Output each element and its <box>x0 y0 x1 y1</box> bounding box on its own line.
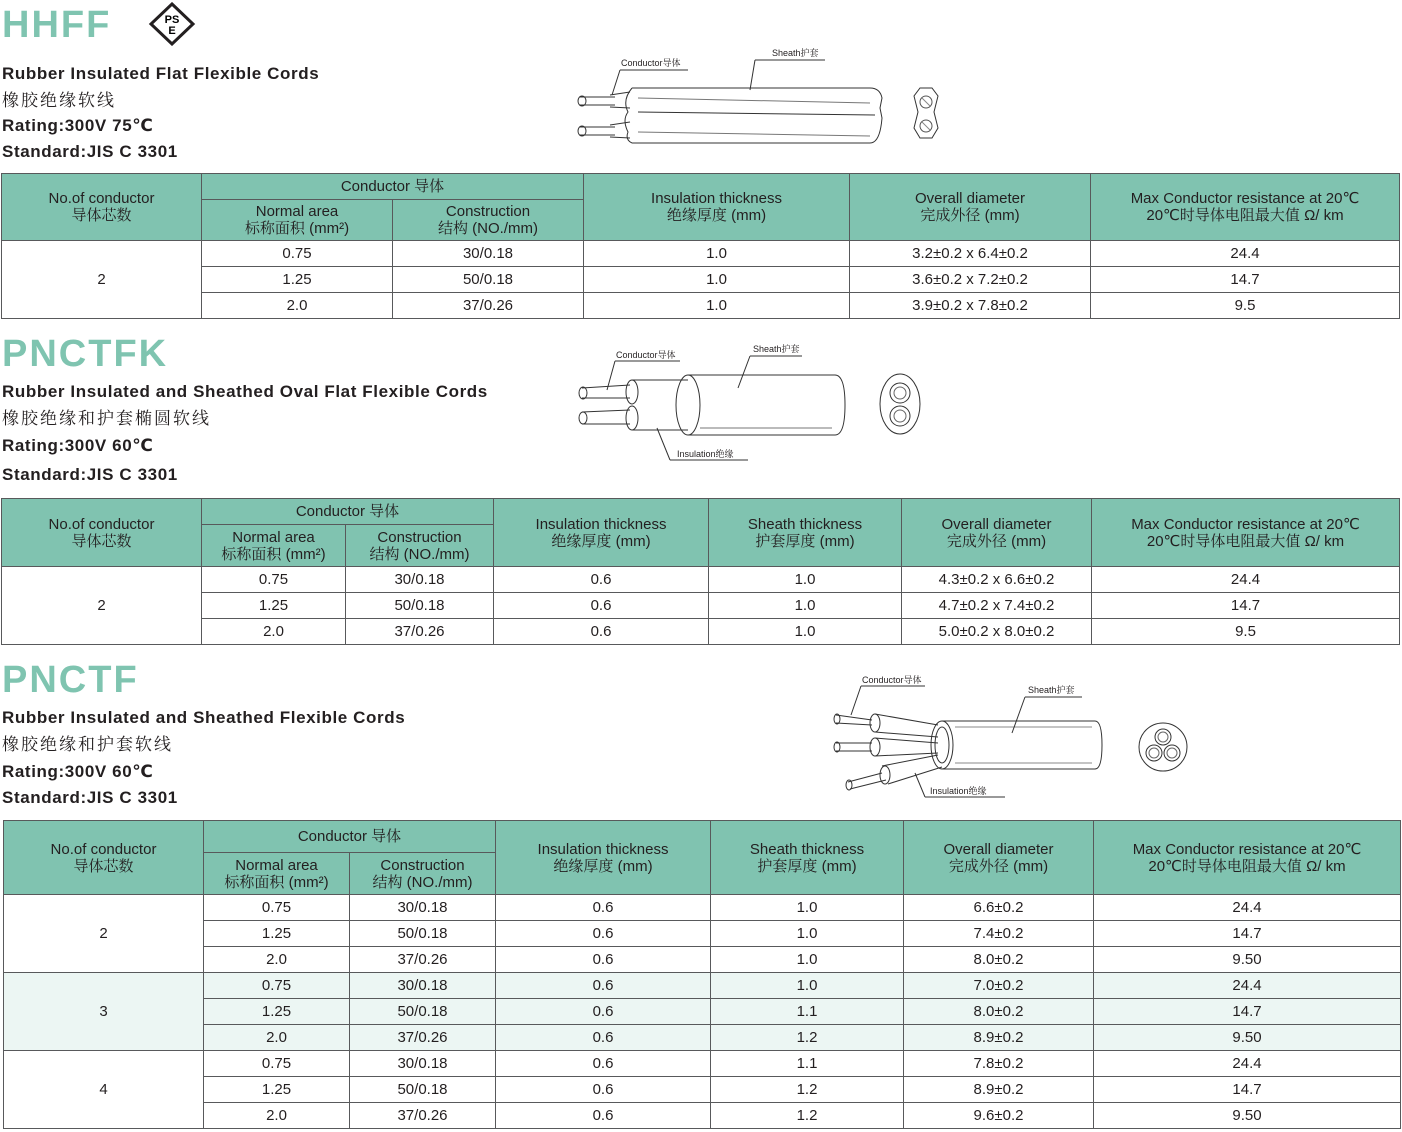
standard: Standard:JIS C 3301 <box>2 142 178 161</box>
header-overall-diameter: Overall diameter 完成外径 (mm) <box>902 499 1092 567</box>
cell-overall: 3.6±0.2 x 7.2±0.2 <box>850 267 1091 293</box>
title-cn: 橡胶绝缘软线 <box>2 91 116 110</box>
cell-conductors: 2 <box>2 567 202 645</box>
pse-badge <box>148 2 196 51</box>
table-row <box>2 619 1400 645</box>
cell-insulation: 0.6 <box>496 895 711 921</box>
cell-construction: 50/0.18 <box>393 267 584 293</box>
cell-resistance: 14.7 <box>1094 921 1401 947</box>
cell-area: 1.25 <box>202 267 393 293</box>
round-cord-diagram <box>820 665 1200 810</box>
cell-resistance: 24.4 <box>1091 241 1400 267</box>
header-normal-area: Normal area 标称面积 (mm²) <box>202 525 346 567</box>
label-conductor: Conductor导体 <box>616 350 676 360</box>
cell-overall: 9.6±0.2 <box>904 1103 1094 1129</box>
table-row <box>4 999 1401 1025</box>
cell-construction: 30/0.18 <box>350 1051 496 1077</box>
header-sheath: Sheath thickness 护套厚度 (mm) <box>709 499 902 567</box>
model-title: PNCTFK <box>2 333 169 375</box>
header-normal-area: Normal area 标称面积 (mm²) <box>202 200 393 241</box>
label-conductor: Conductor导体 <box>621 58 681 68</box>
cell-insulation: 1.0 <box>584 241 850 267</box>
table-row <box>4 1051 1401 1077</box>
cell-area: 0.75 <box>204 895 350 921</box>
cell-insulation: 0.6 <box>494 593 709 619</box>
cell-construction: 37/0.26 <box>350 1025 496 1051</box>
cell-area: 0.75 <box>204 973 350 999</box>
cell-overall: 6.6±0.2 <box>904 895 1094 921</box>
cell-resistance: 9.50 <box>1094 947 1401 973</box>
cell-sheath: 1.0 <box>711 895 904 921</box>
cell-resistance: 14.7 <box>1094 999 1401 1025</box>
header-no-conductor: No.of conductor 导体芯数 <box>4 821 204 895</box>
cell-area: 1.25 <box>204 921 350 947</box>
title-cn: 橡胶绝缘和护套椭圆软线 <box>2 409 211 428</box>
label-insulation: Insulation绝缘 <box>677 449 734 459</box>
cell-resistance: 14.7 <box>1091 267 1400 293</box>
cell-overall: 7.0±0.2 <box>904 973 1094 999</box>
cell-overall: 8.0±0.2 <box>904 999 1094 1025</box>
table-row <box>4 973 1401 999</box>
cell-construction: 37/0.26 <box>350 1103 496 1129</box>
cell-resistance: 24.4 <box>1094 1051 1401 1077</box>
table-row <box>4 895 1401 921</box>
header-resistance: Max Conductor resistance at 20℃ 20℃时导体电阻最大值 Ω/ km <box>1094 821 1401 895</box>
section-pnctfk <box>0 325 1402 647</box>
table-row <box>2 241 1400 267</box>
label-sheath: Sheath护套 <box>753 344 800 354</box>
cell-area: 2.0 <box>202 293 393 319</box>
cell-sheath: 1.2 <box>711 1025 904 1051</box>
cell-insulation: 0.6 <box>496 999 711 1025</box>
label-insulation: Insulation绝缘 <box>930 786 987 796</box>
spec-table-hhff <box>1 173 1400 319</box>
cell-insulation: 0.6 <box>496 921 711 947</box>
table-row <box>4 921 1401 947</box>
cell-area: 2.0 <box>204 947 350 973</box>
standard: Standard:JIS C 3301 <box>2 788 178 807</box>
label-conductor: Conductor导体 <box>862 675 922 685</box>
cell-area: 1.25 <box>204 1077 350 1103</box>
cell-sheath: 1.0 <box>709 593 902 619</box>
header-no-conductor: No.of conductor 导体芯数 <box>2 174 202 241</box>
model-title: HHFF <box>2 4 112 46</box>
header-resistance: Max Conductor resistance at 20℃ 20℃时导体电阻最大值 Ω/ km <box>1091 174 1400 241</box>
header-insulation: Insulation thickness 绝缘厚度 (mm) <box>496 821 711 895</box>
cell-resistance: 24.4 <box>1094 973 1401 999</box>
cell-construction: 50/0.18 <box>350 999 496 1025</box>
table-row <box>2 293 1400 319</box>
cell-construction: 37/0.26 <box>350 947 496 973</box>
header-construction: Construction 结构 (NO./mm) <box>346 525 494 567</box>
header-overall-diameter: Overall diameter 完成外径 (mm) <box>904 821 1094 895</box>
cell-insulation: 0.6 <box>494 567 709 593</box>
header-sheath: Sheath thickness 护套厚度 (mm) <box>711 821 904 895</box>
header-resistance: Max Conductor resistance at 20℃ 20℃时导体电阻最大值 Ω/ km <box>1092 499 1400 567</box>
cell-construction: 37/0.26 <box>346 619 494 645</box>
cell-sheath: 1.0 <box>711 973 904 999</box>
cell-overall: 3.2±0.2 x 6.4±0.2 <box>850 241 1091 267</box>
table-row <box>2 267 1400 293</box>
cell-insulation: 0.6 <box>496 973 711 999</box>
cell-construction: 30/0.18 <box>350 895 496 921</box>
title-en: Rubber Insulated Flat Flexible Cords <box>2 64 320 83</box>
cell-resistance: 24.4 <box>1094 895 1401 921</box>
header-conductor: Conductor 导体 <box>204 821 496 853</box>
cell-overall: 8.0±0.2 <box>904 947 1094 973</box>
table-row <box>4 1025 1401 1051</box>
pse-badge-top: PS <box>164 14 180 26</box>
cell-area: 1.25 <box>204 999 350 1025</box>
cell-construction: 50/0.18 <box>350 1077 496 1103</box>
cell-sheath: 1.0 <box>709 619 902 645</box>
cell-construction: 50/0.18 <box>346 593 494 619</box>
cell-area: 0.75 <box>204 1051 350 1077</box>
cell-overall: 3.9±0.2 x 7.8±0.2 <box>850 293 1091 319</box>
cell-construction: 37/0.26 <box>393 293 584 319</box>
cell-sheath: 1.2 <box>711 1103 904 1129</box>
cell-resistance: 9.5 <box>1092 619 1400 645</box>
header-construction: Construction 结构 (NO./mm) <box>350 853 496 895</box>
title-cn: 橡胶绝缘和护套软线 <box>2 735 173 754</box>
oval-cord-diagram <box>570 340 930 475</box>
cell-construction: 30/0.18 <box>346 567 494 593</box>
table-row <box>4 1103 1401 1129</box>
cell-insulation: 0.6 <box>494 619 709 645</box>
header-overall-diameter: Overall diameter 完成外径 (mm) <box>850 174 1091 241</box>
cell-sheath: 1.0 <box>711 947 904 973</box>
cell-insulation: 0.6 <box>496 1103 711 1129</box>
cell-sheath: 1.2 <box>711 1077 904 1103</box>
cell-area: 2.0 <box>202 619 346 645</box>
cell-construction: 30/0.18 <box>350 973 496 999</box>
cell-resistance: 14.7 <box>1094 1077 1401 1103</box>
header-construction: Construction 结构 (NO./mm) <box>393 200 584 241</box>
cell-overall: 8.9±0.2 <box>904 1077 1094 1103</box>
cell-overall: 4.3±0.2 x 6.6±0.2 <box>902 567 1092 593</box>
cell-sheath: 1.1 <box>711 1051 904 1077</box>
rating: Rating:300V 60℃ <box>2 762 154 781</box>
cell-sheath: 1.0 <box>709 567 902 593</box>
cell-sheath: 1.1 <box>711 999 904 1025</box>
cell-insulation: 0.6 <box>496 947 711 973</box>
cell-resistance: 9.50 <box>1094 1103 1401 1129</box>
header-conductor: Conductor 导体 <box>202 499 494 525</box>
table-row <box>4 947 1401 973</box>
pse-badge-bottom: E <box>168 25 176 37</box>
spec-table-pnctf <box>3 820 1401 1129</box>
title-en: Rubber Insulated and Sheathed Oval Flat Flexible Cords <box>2 382 488 401</box>
cell-insulation: 0.6 <box>496 1025 711 1051</box>
cell-conductors: 4 <box>4 1051 204 1129</box>
label-sheath: Sheath护套 <box>772 48 819 58</box>
cell-resistance: 24.4 <box>1092 567 1400 593</box>
header-normal-area: Normal area 标称面积 (mm²) <box>204 853 350 895</box>
cell-resistance: 9.5 <box>1091 293 1400 319</box>
cell-insulation: 0.6 <box>496 1051 711 1077</box>
cell-construction: 50/0.18 <box>350 921 496 947</box>
cell-insulation: 1.0 <box>584 293 850 319</box>
cell-resistance: 14.7 <box>1092 593 1400 619</box>
cell-conductors: 2 <box>2 241 202 319</box>
cell-conductors: 2 <box>4 895 204 973</box>
model-title: PNCTF <box>2 659 139 701</box>
header-insulation: Insulation thickness 绝缘厚度 (mm) <box>494 499 709 567</box>
table-row <box>4 1077 1401 1103</box>
header-no-conductor: No.of conductor 导体芯数 <box>2 499 202 567</box>
cell-overall: 7.4±0.2 <box>904 921 1094 947</box>
title-en: Rubber Insulated and Sheathed Flexible Cords <box>2 708 406 727</box>
header-insulation: Insulation thickness 绝缘厚度 (mm) <box>584 174 850 241</box>
rating: Rating:300V 75℃ <box>2 116 154 135</box>
cell-area: 0.75 <box>202 567 346 593</box>
cell-area: 1.25 <box>202 593 346 619</box>
cell-overall: 4.7±0.2 x 7.4±0.2 <box>902 593 1092 619</box>
flat-cord-diagram <box>570 40 950 165</box>
cell-conductors: 3 <box>4 973 204 1051</box>
cell-overall: 7.8±0.2 <box>904 1051 1094 1077</box>
spec-table-pnctfk <box>1 498 1400 645</box>
section-pnctf <box>0 650 1402 1132</box>
cell-resistance: 9.50 <box>1094 1025 1401 1051</box>
cell-insulation: 1.0 <box>584 267 850 293</box>
header-conductor: Conductor 导体 <box>202 174 584 200</box>
table-row <box>2 593 1400 619</box>
cell-area: 2.0 <box>204 1025 350 1051</box>
cell-insulation: 0.6 <box>496 1077 711 1103</box>
label-sheath: Sheath护套 <box>1028 685 1075 695</box>
cell-overall: 5.0±0.2 x 8.0±0.2 <box>902 619 1092 645</box>
cell-sheath: 1.0 <box>711 921 904 947</box>
rating: Rating:300V 60℃ <box>2 436 154 455</box>
table-row <box>2 567 1400 593</box>
standard: Standard:JIS C 3301 <box>2 465 178 484</box>
cell-area: 0.75 <box>202 241 393 267</box>
cell-construction: 30/0.18 <box>393 241 584 267</box>
cell-overall: 8.9±0.2 <box>904 1025 1094 1051</box>
cell-area: 2.0 <box>204 1103 350 1129</box>
section-hhff <box>0 0 1402 320</box>
